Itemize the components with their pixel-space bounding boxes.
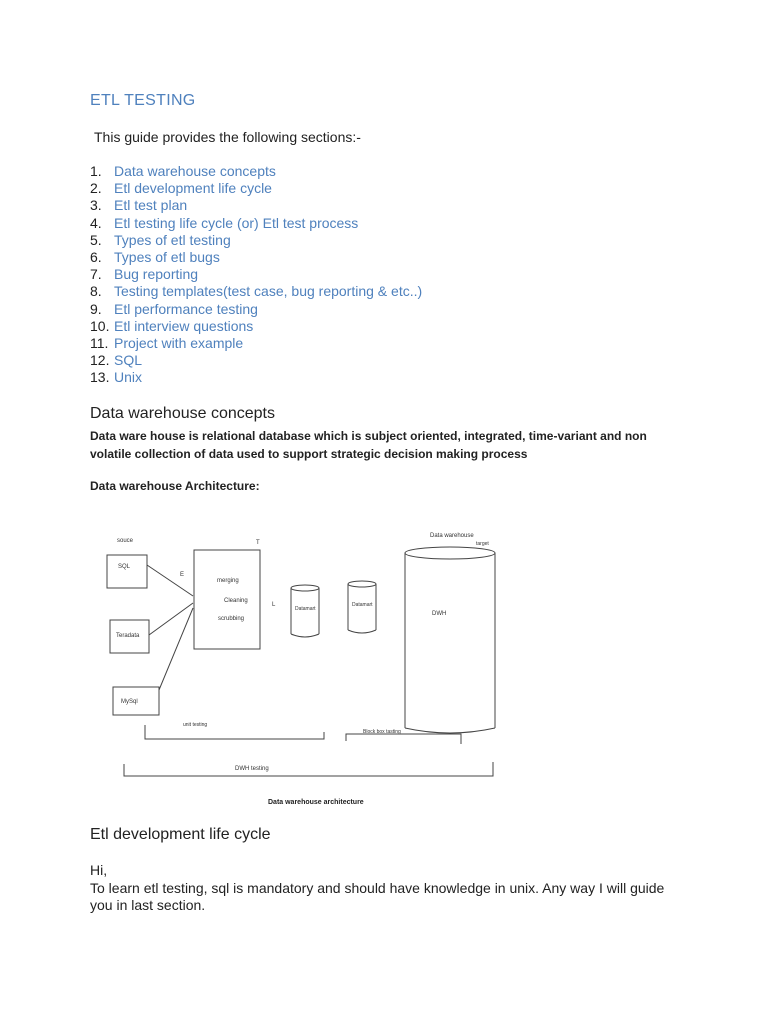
toc-link[interactable]: Etl testing life cycle (or) Etl test process [114,214,359,231]
toc-link[interactable]: Etl performance testing [114,300,258,317]
diagram-caption: Data warehouse architecture [268,799,364,806]
toc-link[interactable]: Etl interview questions [114,317,254,334]
intro-paragraph: To learn etl testing, sql is mandatory and should have knowledge in unix. Any way I will guide you in last section. [90,879,665,913]
dw-label: Data warehouse [430,533,474,539]
toc-item[interactable] [90,335,422,352]
datamart2-label: Datamart [352,602,373,608]
toc-number: 13. [90,369,110,386]
teradata-label: Teradata [116,633,140,639]
sql-label: SQL [118,564,131,570]
toc-item[interactable] [90,163,422,180]
t-label: T [256,540,260,546]
teradata-connector [149,603,193,635]
section-heading-etl-life-cycle: Etl development life cycle [90,826,271,843]
dwh-top [405,547,495,559]
toc-link[interactable]: Etl test plan [114,197,188,214]
toc-number: 4. [90,214,102,231]
toc-item[interactable] [90,180,422,197]
unit-testing-bracket [145,725,324,739]
dwh-testing-label: DWH testing [235,766,269,772]
toc-number: 2. [90,180,102,197]
toc-item[interactable] [90,301,422,318]
toc-item[interactable] [90,266,422,283]
toc-link[interactable]: Data warehouse concepts [114,163,276,179]
toc-item[interactable] [90,249,422,266]
datamart1-label: Datamart [295,606,316,612]
scrubbing-label: scrubbing [218,616,245,622]
etl-life-cycle-body [90,862,690,915]
toc-number: 8. [90,283,102,300]
toc-item[interactable] [90,352,422,369]
toc-item[interactable] [90,318,422,335]
unit-testing-label: unit testing [183,722,208,728]
sql-box [107,555,147,588]
toc-number: 1. [90,163,102,179]
document-title: ETL TESTING [90,92,196,109]
diagram-souce-label: souce [117,538,134,544]
black-box-label: Block box tasting [363,729,401,735]
toc-number: 12. [90,352,110,369]
dwh-testing-bracket [124,762,493,776]
target-label: target [476,541,489,547]
datamart1-top [291,585,319,591]
toc-number: 10. [90,317,110,334]
toc-item[interactable] [90,283,422,300]
toc-number: 11. [90,335,109,352]
toc-number: 6. [90,249,102,266]
mysql-label: MySql [121,699,138,705]
toc-number: 9. [90,300,102,317]
mysql-connector [159,608,193,690]
toc-link[interactable]: Types of etl bugs [114,249,220,266]
e-label: E [180,572,185,578]
toc-number: 7. [90,266,102,283]
toc-item[interactable] [90,215,422,232]
dw-definition-paragraph: Data ware house is relational database which is subject oriented, integrated, time-variant and non volatile collection of data used to support strategic decision making process [90,429,647,461]
toc-item[interactable] [90,197,422,214]
black-box-bracket [346,734,461,744]
toc-link[interactable]: Bug reporting [114,266,199,283]
toc-number: 5. [90,231,102,248]
sql-connector [147,565,193,596]
toc-link[interactable]: Unix [114,369,143,386]
datamart2-top [348,581,376,587]
section-heading-dw-concepts: Data warehouse concepts [90,405,275,422]
toc-link[interactable]: Etl development life cycle [114,180,272,197]
merging-label: merging [217,578,239,584]
dwh-label: DWH [432,611,447,617]
toc-item[interactable] [90,232,422,249]
architecture-label: Data warehouse Architecture: [90,479,260,493]
toc-item[interactable] [90,369,422,386]
table-of-contents [90,163,422,387]
greeting-text: Hi, [90,862,108,878]
toc-number: 3. [90,197,102,214]
cleaning-label: Cleaning [224,598,248,604]
l-label: L [272,602,276,608]
dw-architecture-diagram [90,520,510,815]
toc-link[interactable]: SQL [114,352,143,369]
toc-link[interactable]: Testing templates(test case, bug reporting & etc..) [114,283,423,300]
toc-link[interactable]: Project with example [114,335,244,352]
intro-text: This guide provides the following sections:- [94,129,361,145]
toc-link[interactable]: Types of etl testing [114,231,231,248]
